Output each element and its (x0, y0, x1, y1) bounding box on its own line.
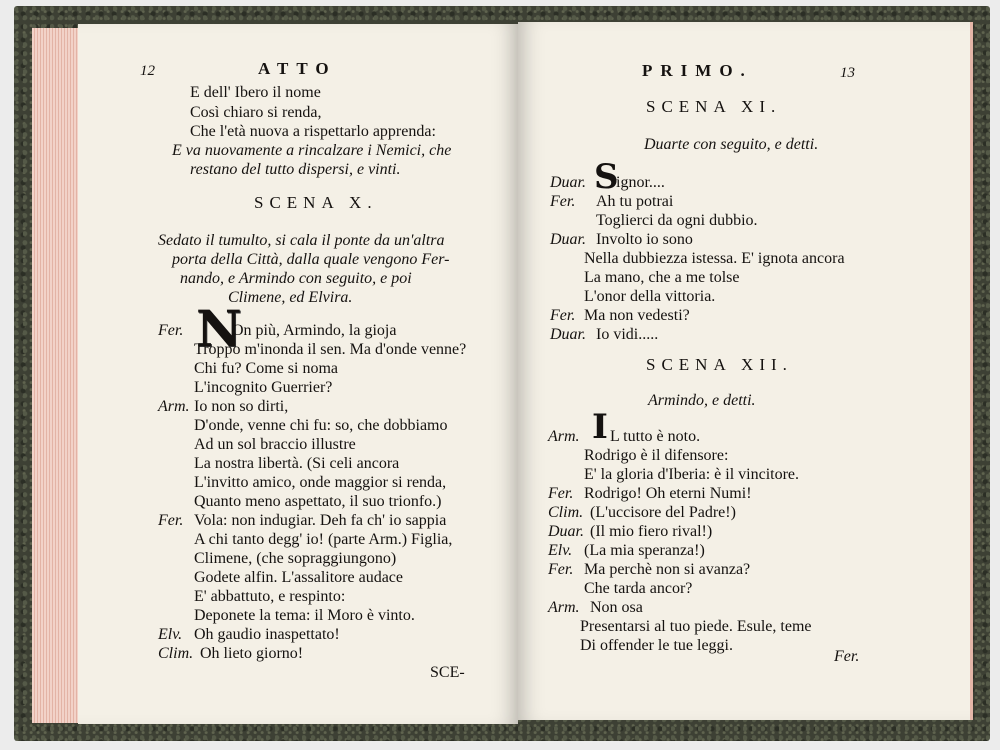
stage-direction: nando, e Armindo con seguito, e poi (180, 270, 412, 287)
dialogue-line: Ah tu potrai (596, 193, 674, 210)
dialogue-line: Deponete la tema: il Moro è vinto. (194, 607, 415, 624)
dialogue-line: E' la gloria d'Iberia: è il vincitore. (584, 466, 800, 483)
dialogue-line: L tutto è noto. (610, 428, 701, 445)
dialogue-line: (L'uccisore del Padre!) (590, 504, 736, 521)
verse-line: E dell' Ibero il nome (190, 84, 321, 101)
dialogue-line: Presentarsi al tuo piede. Esule, teme (580, 618, 812, 635)
dialogue-line: Io vidi..... (596, 326, 659, 343)
catchword: SCE- (430, 664, 465, 681)
speaker-label: Fer. (550, 307, 576, 324)
dialogue-line: D'onde, venne chi fu: so, che dobbiamo (194, 417, 448, 434)
dialogue-line: Rodrigo è il difensore: (584, 447, 729, 464)
speaker-label: Arm. (158, 398, 190, 415)
stage-direction: Duarte con seguito, e detti. (644, 136, 819, 153)
speaker-label: Duar. (550, 174, 587, 191)
speaker-label: Arm. (548, 599, 580, 616)
page-number: 12 (140, 63, 155, 79)
running-head: PRIMO. (642, 61, 753, 80)
drop-cap: I (592, 407, 608, 447)
dialogue-line: Quanto meno aspettato, il suo trionfo.) (194, 493, 442, 510)
speaker-label: Duar. (548, 523, 585, 540)
stage-direction: E va nuovamente a rincalzare i Nemici, che (172, 142, 452, 159)
stage-direction: Sedato il tumulto, si cala il ponte da un'altra (158, 232, 445, 249)
verse-line: Così chiaro si renda, (190, 104, 322, 121)
dialogue-line: L'invitto amico, onde maggior si renda, (194, 474, 447, 491)
speaker-label: Clim. (158, 645, 194, 662)
dialogue-line: Ma perchè non si avanza? (584, 561, 751, 578)
dialogue-line: E' abbattuto, e respinto: (194, 588, 346, 605)
speaker-label: Elv. (158, 626, 183, 643)
page-number: 13 (840, 65, 855, 81)
speaker-label: Duar. (550, 326, 587, 343)
dialogue-line: (Il mio fiero rival!) (590, 523, 713, 540)
dialogue-line: L'onor della vittoria. (584, 288, 716, 305)
speaker-label: Fer. (548, 561, 574, 578)
catchword: Fer. (834, 648, 860, 665)
dialogue-line: Climene, (che sopraggiungono) (194, 550, 397, 567)
dialogue-line: Di offender le tue leggi. (580, 637, 733, 654)
scene-title: SCENA XII. (646, 355, 793, 374)
dialogue-line: Chi fu? Come si noma (194, 360, 338, 377)
dialogue-line: Godete alfin. L'assalitore audace (194, 569, 404, 586)
dialogue-line: Ma non vedesti? (584, 307, 690, 324)
stage-direction: restano del tutto dispersi, e vinti. (190, 161, 401, 178)
dialogue-line: Troppo m'inonda il sen. Ma d'onde venne? (194, 341, 467, 358)
dialogue-line: A chi tanto degg' io! (parte Arm.) Figlia, (194, 531, 453, 548)
speaker-label: Fer. (158, 512, 184, 529)
dialogue-line: Ad un sol braccio illustre (194, 436, 356, 453)
scene-title: SCENA XI. (646, 97, 782, 116)
running-head: ATTO (258, 59, 337, 78)
dialogue-line: Nella dubbiezza istessa. E' ignota ancora (584, 250, 845, 267)
dialogue-line: Rodrigo! Oh eterni Numi! (584, 485, 752, 502)
stage-direction: Climene, ed Elvira. (228, 289, 353, 306)
stage-direction: Armindo, e detti. (648, 392, 756, 409)
dialogue-line: La nostra libertà. (Si celi ancora (194, 455, 400, 472)
dialogue-line: ignor.... (616, 174, 665, 191)
page-edges (32, 28, 84, 723)
left-page (78, 24, 518, 724)
speaker-label: Fer. (158, 322, 184, 339)
drop-cap: S (594, 157, 619, 197)
speaker-label: Fer. (548, 485, 574, 502)
dialogue-line: Toglierci da ogni dubbio. (596, 212, 758, 229)
dialogue-line: Non osa (590, 599, 643, 616)
right-page (518, 22, 973, 720)
scene-title: SCENA X. (254, 193, 378, 212)
dialogue-line: L'incognito Guerrier? (194, 379, 333, 396)
dialogue-line: Oh lieto giorno! (200, 645, 304, 662)
dialogue-line: (La mia speranza!) (584, 542, 705, 559)
dialogue-line: Involto io sono (596, 231, 693, 248)
dialogue-line: Vola: non indugiar. Deh fa ch' io sappia (194, 512, 447, 529)
dialogue-line: La mano, che a me tolse (584, 269, 740, 286)
dialogue-line: Oh gaudio inaspettato! (194, 626, 340, 643)
dialogue-line: Io non so dirti, (194, 398, 289, 415)
speaker-label: Arm. (548, 428, 580, 445)
dialogue-line: On più, Armindo, la gioja (232, 322, 397, 339)
drop-cap: N (196, 299, 242, 358)
speaker-label: Elv. (548, 542, 573, 559)
dialogue-line: Che tarda ancor? (584, 580, 693, 597)
speaker-label: Clim. (548, 504, 584, 521)
stage-direction: porta della Città, dalla quale vengono Fer- (172, 251, 450, 268)
speaker-label: Duar. (550, 231, 587, 248)
verse-line: Che l'età nuova a rispettarlo apprenda: (190, 123, 436, 140)
speaker-label: Fer. (550, 193, 576, 210)
